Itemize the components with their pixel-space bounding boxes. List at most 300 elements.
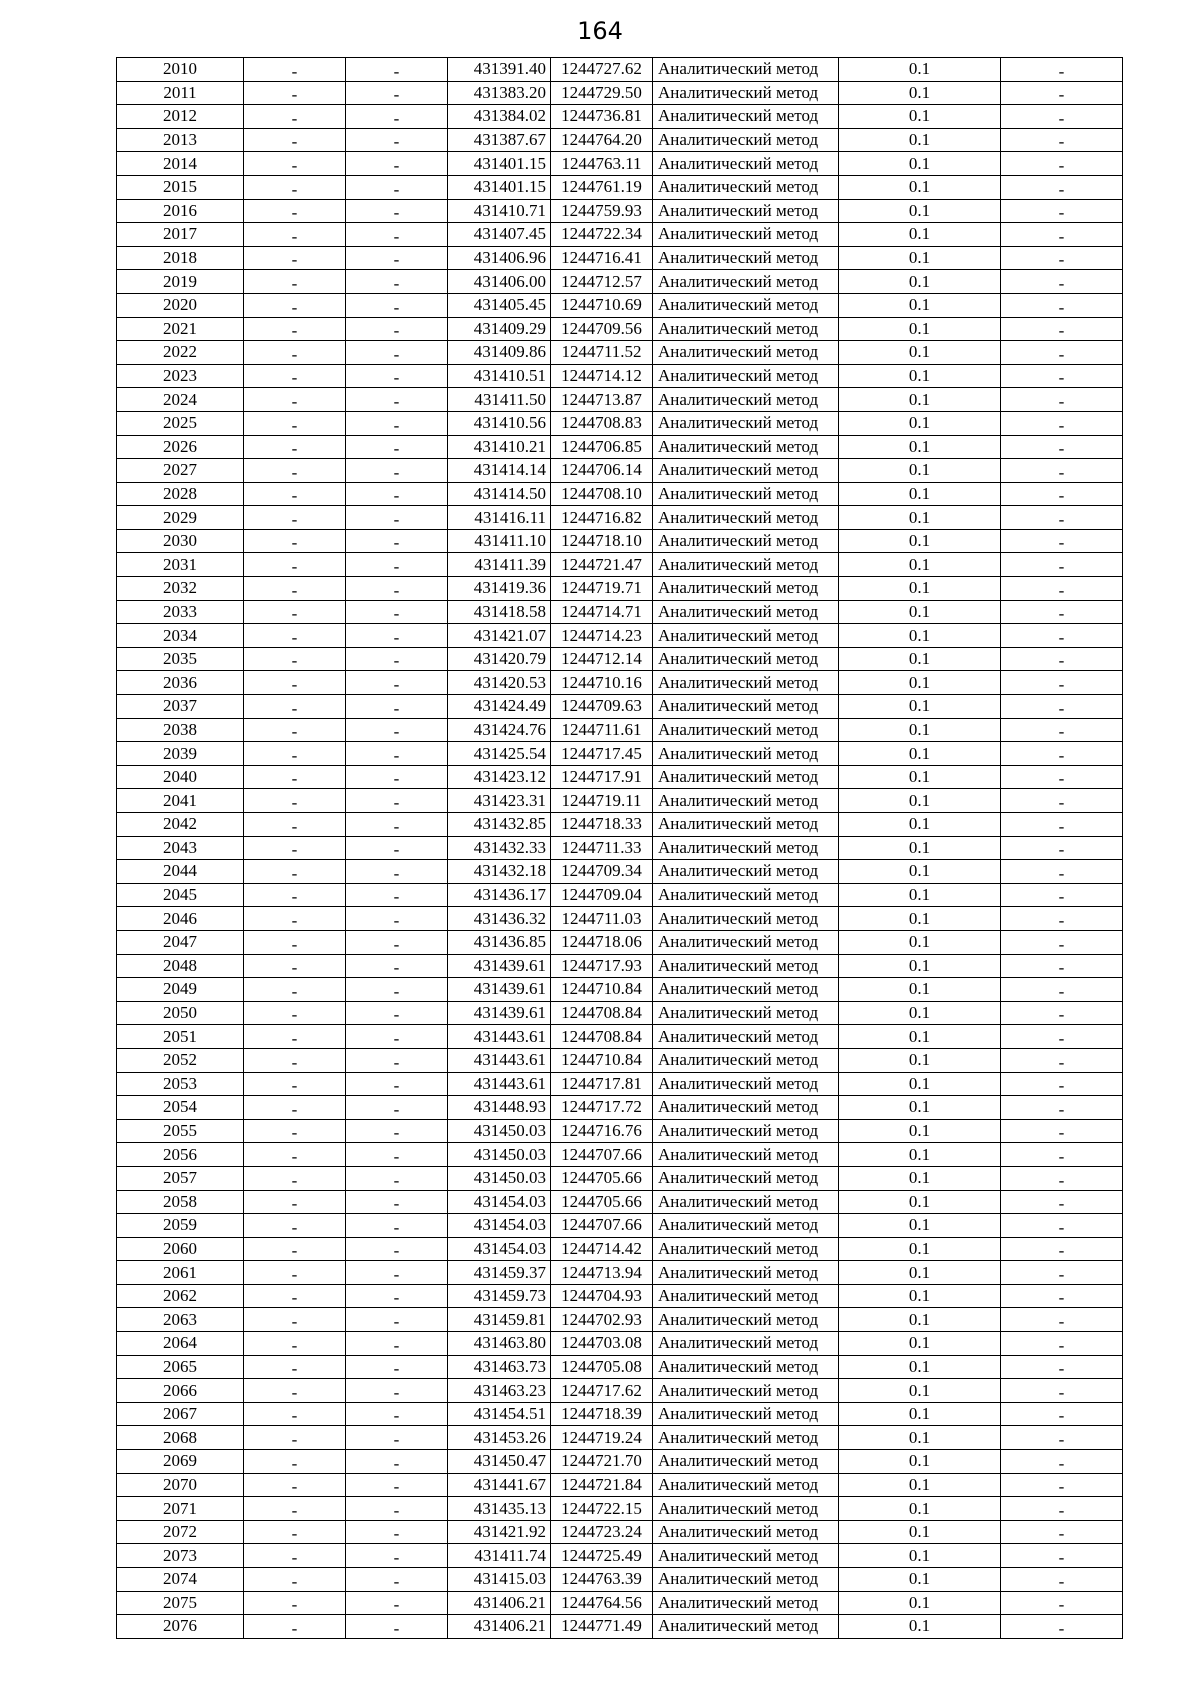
accuracy-cell: 0.1 xyxy=(839,1473,1001,1497)
table-row xyxy=(117,1143,1123,1167)
description-cell: - xyxy=(1001,1591,1123,1615)
x-old-cell: - xyxy=(244,1190,346,1214)
method-cell: Аналитический метод xyxy=(653,341,839,365)
y-coordinate-cell: 1244727.62 xyxy=(551,58,653,82)
accuracy-cell: 0.1 xyxy=(839,199,1001,223)
y-old-cell: - xyxy=(346,388,448,412)
accuracy-cell: 0.1 xyxy=(839,671,1001,695)
accuracy-cell: 0.1 xyxy=(839,1001,1001,1025)
y-old-cell: - xyxy=(346,1237,448,1261)
y-coordinate-cell: 1244721.47 xyxy=(551,553,653,577)
y-coordinate-cell: 1244718.06 xyxy=(551,930,653,954)
point-number-cell: 2015 xyxy=(117,175,244,199)
y-coordinate-cell: 1244711.61 xyxy=(551,718,653,742)
y-old-cell: - xyxy=(346,813,448,837)
description-cell: - xyxy=(1001,954,1123,978)
accuracy-cell: 0.1 xyxy=(839,1284,1001,1308)
y-old-cell: - xyxy=(346,270,448,294)
x-old-cell: - xyxy=(244,175,346,199)
accuracy-cell: 0.1 xyxy=(839,1119,1001,1143)
method-cell: Аналитический метод xyxy=(653,529,839,553)
accuracy-cell: 0.1 xyxy=(839,1615,1001,1639)
table-row xyxy=(117,388,1123,412)
y-coordinate-cell: 1244721.70 xyxy=(551,1450,653,1474)
accuracy-cell: 0.1 xyxy=(839,1426,1001,1450)
table-row xyxy=(117,978,1123,1002)
accuracy-cell: 0.1 xyxy=(839,1450,1001,1474)
table-row xyxy=(117,1568,1123,1592)
x-coordinate-cell: 431432.33 xyxy=(448,836,551,860)
table-row xyxy=(117,1166,1123,1190)
x-old-cell: - xyxy=(244,695,346,719)
x-old-cell: - xyxy=(244,1048,346,1072)
accuracy-cell: 0.1 xyxy=(839,836,1001,860)
x-coordinate-cell: 431424.76 xyxy=(448,718,551,742)
accuracy-cell: 0.1 xyxy=(839,813,1001,837)
y-old-cell: - xyxy=(346,1143,448,1167)
y-coordinate-cell: 1244759.93 xyxy=(551,199,653,223)
method-cell: Аналитический метод xyxy=(653,128,839,152)
point-number-cell: 2066 xyxy=(117,1379,244,1403)
y-old-cell: - xyxy=(346,341,448,365)
y-coordinate-cell: 1244711.33 xyxy=(551,836,653,860)
table-row xyxy=(117,506,1123,530)
method-cell: Аналитический метод xyxy=(653,671,839,695)
x-old-cell: - xyxy=(244,435,346,459)
description-cell: - xyxy=(1001,883,1123,907)
y-coordinate-cell: 1244708.83 xyxy=(551,411,653,435)
y-old-cell: - xyxy=(346,175,448,199)
description-cell: - xyxy=(1001,1568,1123,1592)
accuracy-cell: 0.1 xyxy=(839,600,1001,624)
method-cell: Аналитический метод xyxy=(653,1072,839,1096)
x-old-cell: - xyxy=(244,199,346,223)
method-cell: Аналитический метод xyxy=(653,317,839,341)
y-old-cell: - xyxy=(346,671,448,695)
point-number-cell: 2073 xyxy=(117,1544,244,1568)
y-old-cell: - xyxy=(346,105,448,129)
description-cell: - xyxy=(1001,506,1123,530)
x-old-cell: - xyxy=(244,1520,346,1544)
table-row xyxy=(117,246,1123,270)
x-coordinate-cell: 431441.67 xyxy=(448,1473,551,1497)
table-row xyxy=(117,411,1123,435)
x-coordinate-cell: 431454.51 xyxy=(448,1402,551,1426)
table-row xyxy=(117,1119,1123,1143)
y-coordinate-cell: 1244717.93 xyxy=(551,954,653,978)
x-coordinate-cell: 431411.39 xyxy=(448,553,551,577)
table-row xyxy=(117,1072,1123,1096)
table-row xyxy=(117,1591,1123,1615)
description-cell: - xyxy=(1001,1544,1123,1568)
method-cell: Аналитический метод xyxy=(653,1332,839,1356)
point-number-cell: 2057 xyxy=(117,1166,244,1190)
y-old-cell: - xyxy=(346,1615,448,1639)
accuracy-cell: 0.1 xyxy=(839,1214,1001,1238)
point-number-cell: 2041 xyxy=(117,789,244,813)
table-row xyxy=(117,671,1123,695)
y-coordinate-cell: 1244707.66 xyxy=(551,1143,653,1167)
x-old-cell: - xyxy=(244,813,346,837)
method-cell: Аналитический метод xyxy=(653,577,839,601)
accuracy-cell: 0.1 xyxy=(839,577,1001,601)
y-old-cell: - xyxy=(346,1025,448,1049)
y-coordinate-cell: 1244729.50 xyxy=(551,81,653,105)
description-cell: - xyxy=(1001,742,1123,766)
y-coordinate-cell: 1244704.93 xyxy=(551,1284,653,1308)
x-old-cell: - xyxy=(244,671,346,695)
description-cell: - xyxy=(1001,81,1123,105)
point-number-cell: 2026 xyxy=(117,435,244,459)
y-coordinate-cell: 1244710.69 xyxy=(551,293,653,317)
table-row xyxy=(117,718,1123,742)
x-old-cell: - xyxy=(244,1025,346,1049)
description-cell: - xyxy=(1001,293,1123,317)
point-number-cell: 2040 xyxy=(117,765,244,789)
point-number-cell: 2076 xyxy=(117,1615,244,1639)
x-coordinate-cell: 431419.36 xyxy=(448,577,551,601)
x-old-cell: - xyxy=(244,388,346,412)
x-old-cell: - xyxy=(244,1450,346,1474)
y-old-cell: - xyxy=(346,223,448,247)
x-old-cell: - xyxy=(244,600,346,624)
y-old-cell: - xyxy=(346,152,448,176)
x-coordinate-cell: 431436.32 xyxy=(448,907,551,931)
point-number-cell: 2049 xyxy=(117,978,244,1002)
y-coordinate-cell: 1244764.20 xyxy=(551,128,653,152)
y-coordinate-cell: 1244708.84 xyxy=(551,1001,653,1025)
accuracy-cell: 0.1 xyxy=(839,1025,1001,1049)
x-old-cell: - xyxy=(244,1568,346,1592)
method-cell: Аналитический метод xyxy=(653,1237,839,1261)
y-coordinate-cell: 1244714.23 xyxy=(551,624,653,648)
point-number-cell: 2029 xyxy=(117,506,244,530)
accuracy-cell: 0.1 xyxy=(839,58,1001,82)
description-cell: - xyxy=(1001,718,1123,742)
y-old-cell: - xyxy=(346,246,448,270)
x-coordinate-cell: 431415.03 xyxy=(448,1568,551,1592)
method-cell: Аналитический метод xyxy=(653,1426,839,1450)
point-number-cell: 2075 xyxy=(117,1591,244,1615)
x-coordinate-cell: 431420.53 xyxy=(448,671,551,695)
table-row xyxy=(117,1544,1123,1568)
y-coordinate-cell: 1244706.14 xyxy=(551,459,653,483)
x-coordinate-cell: 431401.15 xyxy=(448,175,551,199)
y-old-cell: - xyxy=(346,1119,448,1143)
point-number-cell: 2043 xyxy=(117,836,244,860)
accuracy-cell: 0.1 xyxy=(839,388,1001,412)
table-row xyxy=(117,1332,1123,1356)
y-old-cell: - xyxy=(346,1261,448,1285)
accuracy-cell: 0.1 xyxy=(839,789,1001,813)
table-row xyxy=(117,1615,1123,1639)
x-old-cell: - xyxy=(244,1355,346,1379)
x-old-cell: - xyxy=(244,1426,346,1450)
y-old-cell: - xyxy=(346,1450,448,1474)
accuracy-cell: 0.1 xyxy=(839,883,1001,907)
y-old-cell: - xyxy=(346,907,448,931)
accuracy-cell: 0.1 xyxy=(839,411,1001,435)
method-cell: Аналитический метод xyxy=(653,1190,839,1214)
point-number-cell: 2030 xyxy=(117,529,244,553)
method-cell: Аналитический метод xyxy=(653,364,839,388)
description-cell: - xyxy=(1001,671,1123,695)
x-coordinate-cell: 431463.80 xyxy=(448,1332,551,1356)
x-old-cell: - xyxy=(244,1237,346,1261)
x-coordinate-cell: 431454.03 xyxy=(448,1214,551,1238)
y-coordinate-cell: 1244702.93 xyxy=(551,1308,653,1332)
table-row xyxy=(117,128,1123,152)
point-number-cell: 2046 xyxy=(117,907,244,931)
table-row xyxy=(117,860,1123,884)
point-number-cell: 2011 xyxy=(117,81,244,105)
method-cell: Аналитический метод xyxy=(653,883,839,907)
accuracy-cell: 0.1 xyxy=(839,1190,1001,1214)
y-old-cell: - xyxy=(346,81,448,105)
method-cell: Аналитический метод xyxy=(653,58,839,82)
table-row xyxy=(117,341,1123,365)
point-number-cell: 2065 xyxy=(117,1355,244,1379)
y-coordinate-cell: 1244713.87 xyxy=(551,388,653,412)
point-number-cell: 2056 xyxy=(117,1143,244,1167)
x-old-cell: - xyxy=(244,577,346,601)
point-number-cell: 2067 xyxy=(117,1402,244,1426)
x-coordinate-cell: 431443.61 xyxy=(448,1025,551,1049)
y-old-cell: - xyxy=(346,1379,448,1403)
x-coordinate-cell: 431450.03 xyxy=(448,1166,551,1190)
description-cell: - xyxy=(1001,1048,1123,1072)
point-number-cell: 2060 xyxy=(117,1237,244,1261)
table-row xyxy=(117,435,1123,459)
point-number-cell: 2072 xyxy=(117,1520,244,1544)
x-coordinate-cell: 431453.26 xyxy=(448,1426,551,1450)
table-body xyxy=(117,58,1123,1639)
table-row xyxy=(117,695,1123,719)
point-number-cell: 2053 xyxy=(117,1072,244,1096)
x-coordinate-cell: 431406.21 xyxy=(448,1615,551,1639)
table-row xyxy=(117,954,1123,978)
point-number-cell: 2068 xyxy=(117,1426,244,1450)
point-number-cell: 2054 xyxy=(117,1096,244,1120)
accuracy-cell: 0.1 xyxy=(839,695,1001,719)
point-number-cell: 2055 xyxy=(117,1119,244,1143)
accuracy-cell: 0.1 xyxy=(839,1072,1001,1096)
description-cell: - xyxy=(1001,459,1123,483)
description-cell: - xyxy=(1001,246,1123,270)
y-coordinate-cell: 1244763.11 xyxy=(551,152,653,176)
accuracy-cell: 0.1 xyxy=(839,1096,1001,1120)
y-old-cell: - xyxy=(346,1001,448,1025)
x-old-cell: - xyxy=(244,860,346,884)
x-coordinate-cell: 431420.79 xyxy=(448,647,551,671)
method-cell: Аналитический метод xyxy=(653,1591,839,1615)
x-coordinate-cell: 431423.12 xyxy=(448,765,551,789)
table-row xyxy=(117,1497,1123,1521)
description-cell: - xyxy=(1001,600,1123,624)
accuracy-cell: 0.1 xyxy=(839,647,1001,671)
description-cell: - xyxy=(1001,1190,1123,1214)
table-row xyxy=(117,742,1123,766)
x-old-cell: - xyxy=(244,1591,346,1615)
description-cell: - xyxy=(1001,836,1123,860)
coordinates-table xyxy=(116,57,1123,1639)
method-cell: Аналитический метод xyxy=(653,1450,839,1474)
accuracy-cell: 0.1 xyxy=(839,1379,1001,1403)
method-cell: Аналитический метод xyxy=(653,81,839,105)
x-old-cell: - xyxy=(244,270,346,294)
y-coordinate-cell: 1244722.34 xyxy=(551,223,653,247)
table-row xyxy=(117,647,1123,671)
x-old-cell: - xyxy=(244,411,346,435)
table-row xyxy=(117,883,1123,907)
point-number-cell: 2045 xyxy=(117,883,244,907)
description-cell: - xyxy=(1001,1332,1123,1356)
x-old-cell: - xyxy=(244,246,346,270)
method-cell: Аналитический метод xyxy=(653,836,839,860)
point-number-cell: 2024 xyxy=(117,388,244,412)
point-number-cell: 2070 xyxy=(117,1473,244,1497)
description-cell: - xyxy=(1001,624,1123,648)
y-old-cell: - xyxy=(346,742,448,766)
method-cell: Аналитический метод xyxy=(653,907,839,931)
x-coordinate-cell: 431459.37 xyxy=(448,1261,551,1285)
method-cell: Аналитический метод xyxy=(653,1025,839,1049)
table-row xyxy=(117,1284,1123,1308)
y-old-cell: - xyxy=(346,1426,448,1450)
description-cell: - xyxy=(1001,1473,1123,1497)
accuracy-cell: 0.1 xyxy=(839,246,1001,270)
description-cell: - xyxy=(1001,907,1123,931)
y-old-cell: - xyxy=(346,58,448,82)
y-old-cell: - xyxy=(346,529,448,553)
table-row xyxy=(117,600,1123,624)
accuracy-cell: 0.1 xyxy=(839,364,1001,388)
method-cell: Аналитический метод xyxy=(653,647,839,671)
table-row xyxy=(117,1473,1123,1497)
point-number-cell: 2033 xyxy=(117,600,244,624)
method-cell: Аналитический метод xyxy=(653,1402,839,1426)
point-number-cell: 2061 xyxy=(117,1261,244,1285)
accuracy-cell: 0.1 xyxy=(839,435,1001,459)
x-coordinate-cell: 431425.54 xyxy=(448,742,551,766)
accuracy-cell: 0.1 xyxy=(839,459,1001,483)
method-cell: Аналитический метод xyxy=(653,1520,839,1544)
x-coordinate-cell: 431459.73 xyxy=(448,1284,551,1308)
description-cell: - xyxy=(1001,1379,1123,1403)
description-cell: - xyxy=(1001,695,1123,719)
description-cell: - xyxy=(1001,647,1123,671)
accuracy-cell: 0.1 xyxy=(839,341,1001,365)
description-cell: - xyxy=(1001,364,1123,388)
y-coordinate-cell: 1244708.84 xyxy=(551,1025,653,1049)
method-cell: Аналитический метод xyxy=(653,1379,839,1403)
table-row xyxy=(117,529,1123,553)
y-old-cell: - xyxy=(346,1214,448,1238)
table-row xyxy=(117,1379,1123,1403)
point-number-cell: 2023 xyxy=(117,364,244,388)
y-old-cell: - xyxy=(346,836,448,860)
description-cell: - xyxy=(1001,388,1123,412)
description-cell: - xyxy=(1001,553,1123,577)
x-old-cell: - xyxy=(244,1072,346,1096)
x-coordinate-cell: 431432.18 xyxy=(448,860,551,884)
accuracy-cell: 0.1 xyxy=(839,1402,1001,1426)
y-coordinate-cell: 1244736.81 xyxy=(551,105,653,129)
description-cell: - xyxy=(1001,1402,1123,1426)
x-coordinate-cell: 431432.85 xyxy=(448,813,551,837)
description-cell: - xyxy=(1001,1072,1123,1096)
description-cell: - xyxy=(1001,341,1123,365)
description-cell: - xyxy=(1001,1497,1123,1521)
description-cell: - xyxy=(1001,223,1123,247)
description-cell: - xyxy=(1001,175,1123,199)
description-cell: - xyxy=(1001,58,1123,82)
x-old-cell: - xyxy=(244,1096,346,1120)
table-row xyxy=(117,199,1123,223)
point-number-cell: 2028 xyxy=(117,482,244,506)
method-cell: Аналитический метод xyxy=(653,1308,839,1332)
x-coordinate-cell: 431463.73 xyxy=(448,1355,551,1379)
x-coordinate-cell: 431409.29 xyxy=(448,317,551,341)
point-number-cell: 2032 xyxy=(117,577,244,601)
description-cell: - xyxy=(1001,930,1123,954)
accuracy-cell: 0.1 xyxy=(839,270,1001,294)
description-cell: - xyxy=(1001,978,1123,1002)
method-cell: Аналитический метод xyxy=(653,789,839,813)
table-row xyxy=(117,1001,1123,1025)
y-old-cell: - xyxy=(346,1072,448,1096)
point-number-cell: 2044 xyxy=(117,860,244,884)
method-cell: Аналитический метод xyxy=(653,223,839,247)
y-coordinate-cell: 1244717.91 xyxy=(551,765,653,789)
x-coordinate-cell: 431401.15 xyxy=(448,152,551,176)
table-row xyxy=(117,223,1123,247)
table-row xyxy=(117,577,1123,601)
x-coordinate-cell: 431443.61 xyxy=(448,1072,551,1096)
y-old-cell: - xyxy=(346,1473,448,1497)
point-number-cell: 2020 xyxy=(117,293,244,317)
x-old-cell: - xyxy=(244,742,346,766)
table-row xyxy=(117,813,1123,837)
accuracy-cell: 0.1 xyxy=(839,1568,1001,1592)
x-coordinate-cell: 431439.61 xyxy=(448,978,551,1002)
x-old-cell: - xyxy=(244,765,346,789)
y-coordinate-cell: 1244713.94 xyxy=(551,1261,653,1285)
point-number-cell: 2025 xyxy=(117,411,244,435)
x-coordinate-cell: 431414.50 xyxy=(448,482,551,506)
method-cell: Аналитический метод xyxy=(653,1544,839,1568)
page-number: 164 xyxy=(577,17,623,45)
y-old-cell: - xyxy=(346,1402,448,1426)
point-number-cell: 2019 xyxy=(117,270,244,294)
table-row xyxy=(117,836,1123,860)
method-cell: Аналитический метод xyxy=(653,624,839,648)
y-coordinate-cell: 1244709.04 xyxy=(551,883,653,907)
point-number-cell: 2037 xyxy=(117,695,244,719)
accuracy-cell: 0.1 xyxy=(839,1497,1001,1521)
method-cell: Аналитический метод xyxy=(653,860,839,884)
y-old-cell: - xyxy=(346,1284,448,1308)
x-coordinate-cell: 431424.49 xyxy=(448,695,551,719)
x-coordinate-cell: 431410.21 xyxy=(448,435,551,459)
description-cell: - xyxy=(1001,128,1123,152)
method-cell: Аналитический метод xyxy=(653,978,839,1002)
x-old-cell: - xyxy=(244,1544,346,1568)
description-cell: - xyxy=(1001,152,1123,176)
accuracy-cell: 0.1 xyxy=(839,954,1001,978)
x-old-cell: - xyxy=(244,1497,346,1521)
y-old-cell: - xyxy=(346,128,448,152)
